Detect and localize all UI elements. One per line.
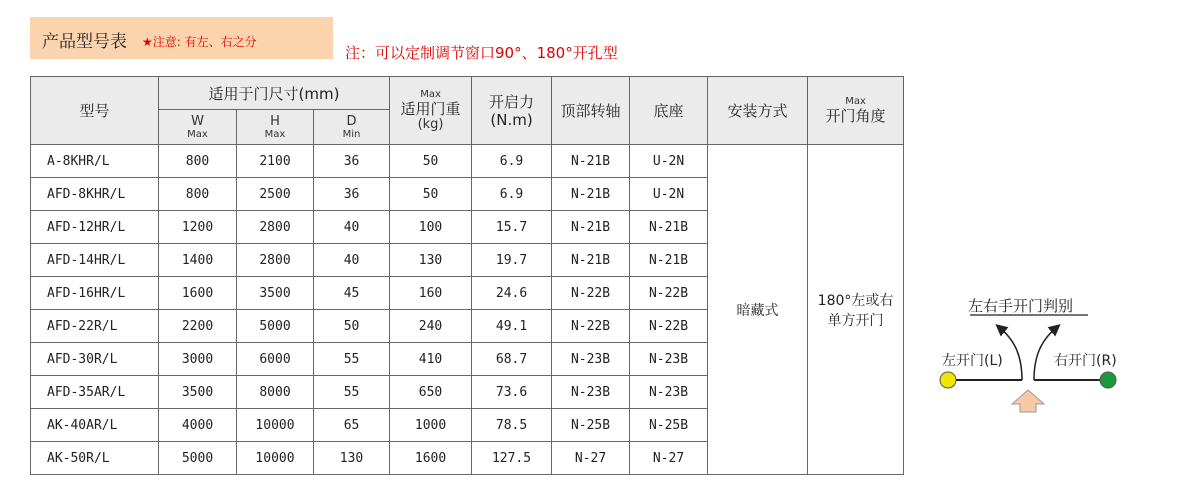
- cell-h: 5000: [237, 310, 314, 343]
- cell-force: 78.5: [472, 409, 552, 442]
- header-d: D Min: [314, 110, 390, 145]
- cell-h: 3500: [237, 277, 314, 310]
- cell-h: 2100: [237, 145, 314, 178]
- cell-d: 40: [314, 244, 390, 277]
- cell-angle: [808, 145, 904, 475]
- cell-model: AFD-22R/L: [31, 310, 159, 343]
- cell-weight: 50: [390, 178, 472, 211]
- cell-force: 73.6: [472, 376, 552, 409]
- cell-model: AK-50R/L: [31, 442, 159, 475]
- hand-diagram: [930, 290, 1130, 420]
- cell-weight: 130: [390, 244, 472, 277]
- cell-top: N-21B: [552, 211, 630, 244]
- angle-line2: 单方开门: [827, 312, 884, 329]
- cell-base: U-2N: [630, 145, 708, 178]
- cell-w: 5000: [159, 442, 237, 475]
- left-pivot-dot: [940, 372, 956, 388]
- model-table: [30, 76, 904, 475]
- header-angle: Max 开门角度: [808, 77, 904, 145]
- cell-top: N-23B: [552, 376, 630, 409]
- cell-d: 65: [314, 409, 390, 442]
- cell-w: 2200: [159, 310, 237, 343]
- cell-d: 36: [314, 145, 390, 178]
- cell-h: 6000: [237, 343, 314, 376]
- title-box: [30, 17, 333, 59]
- cell-h: 8000: [237, 376, 314, 409]
- cell-base: N-22B: [630, 310, 708, 343]
- cell-top: N-22B: [552, 310, 630, 343]
- cell-force: 6.9: [472, 178, 552, 211]
- cell-weight: 50: [390, 145, 472, 178]
- left-swing-arrow: [1000, 328, 1022, 380]
- header-base: 底座: [630, 77, 708, 145]
- title-note: ★注意: 有左、右之分: [142, 35, 257, 49]
- cell-d: 40: [314, 211, 390, 244]
- cell-w: 1600: [159, 277, 237, 310]
- cell-model: A-8KHR/L: [31, 145, 159, 178]
- cell-weight: 160: [390, 277, 472, 310]
- cell-model: AK-40AR/L: [31, 409, 159, 442]
- cell-base: N-22B: [630, 277, 708, 310]
- cell-base: N-21B: [630, 211, 708, 244]
- cell-d: 55: [314, 343, 390, 376]
- header-weight: Max 适用门重 (kg): [390, 77, 472, 145]
- cell-base: N-25B: [630, 409, 708, 442]
- cell-top: N-21B: [552, 145, 630, 178]
- cell-h: 10000: [237, 409, 314, 442]
- header-h: H Max: [237, 110, 314, 145]
- right-pivot-dot: [1100, 372, 1116, 388]
- cell-top: N-23B: [552, 343, 630, 376]
- cell-d: 45: [314, 277, 390, 310]
- left-label: 左开门(L): [942, 353, 1003, 369]
- cell-weight: 410: [390, 343, 472, 376]
- cell-install: 暗藏式: [708, 145, 808, 475]
- cell-base: N-21B: [630, 244, 708, 277]
- header-force: 开启力 (N.m): [472, 77, 552, 145]
- cell-weight: 240: [390, 310, 472, 343]
- cell-base: N-23B: [630, 343, 708, 376]
- cell-d: 36: [314, 178, 390, 211]
- cell-w: 1200: [159, 211, 237, 244]
- cell-w: 1400: [159, 244, 237, 277]
- table-row: [31, 145, 904, 178]
- header-install: 安装方式: [708, 77, 808, 145]
- cell-base: N-23B: [630, 376, 708, 409]
- cell-w: 3500: [159, 376, 237, 409]
- cell-w: 3000: [159, 343, 237, 376]
- cell-model: AFD-12HR/L: [31, 211, 159, 244]
- cell-top: N-22B: [552, 277, 630, 310]
- header-w: W Max: [159, 110, 237, 145]
- cell-force: 127.5: [472, 442, 552, 475]
- cell-base: U-2N: [630, 178, 708, 211]
- header-model: 型号: [31, 77, 159, 145]
- cell-top: N-27: [552, 442, 630, 475]
- cell-model: AFD-8KHR/L: [31, 178, 159, 211]
- cell-top: N-25B: [552, 409, 630, 442]
- cell-w: 800: [159, 145, 237, 178]
- cell-force: 68.7: [472, 343, 552, 376]
- right-label: 右开门(R): [1054, 353, 1117, 369]
- page-title: 产品型号表: [42, 32, 127, 52]
- custom-note: 注：可以定制调节窗口90°、180°开孔型: [345, 44, 618, 62]
- cell-weight: 1000: [390, 409, 472, 442]
- cell-h: 2800: [237, 244, 314, 277]
- cell-d: 130: [314, 442, 390, 475]
- cell-force: 24.6: [472, 277, 552, 310]
- cell-weight: 100: [390, 211, 472, 244]
- cell-h: 10000: [237, 442, 314, 475]
- cell-model: AFD-16HR/L: [31, 277, 159, 310]
- cell-force: 19.7: [472, 244, 552, 277]
- cell-force: 49.1: [472, 310, 552, 343]
- diagram-title: 左右手开门判别: [968, 297, 1074, 315]
- cell-h: 2500: [237, 178, 314, 211]
- cell-top: N-21B: [552, 244, 630, 277]
- cell-model: AFD-30R/L: [31, 343, 159, 376]
- header-top-pivot: 顶部转轴: [552, 77, 630, 145]
- cell-d: 55: [314, 376, 390, 409]
- cell-h: 2800: [237, 211, 314, 244]
- header-door-size: 适用于门尺寸(mm): [159, 77, 390, 110]
- cell-force: 15.7: [472, 211, 552, 244]
- right-swing-arrow: [1034, 328, 1056, 380]
- cell-top: N-21B: [552, 178, 630, 211]
- cell-force: 6.9: [472, 145, 552, 178]
- angle-line1: 180°左或右: [817, 292, 894, 309]
- direction-arrow: [1012, 390, 1044, 412]
- cell-weight: 1600: [390, 442, 472, 475]
- cell-model: AFD-14HR/L: [31, 244, 159, 277]
- cell-w: 4000: [159, 409, 237, 442]
- cell-base: N-27: [630, 442, 708, 475]
- cell-model: AFD-35AR/L: [31, 376, 159, 409]
- cell-weight: 650: [390, 376, 472, 409]
- cell-w: 800: [159, 178, 237, 211]
- cell-d: 50: [314, 310, 390, 343]
